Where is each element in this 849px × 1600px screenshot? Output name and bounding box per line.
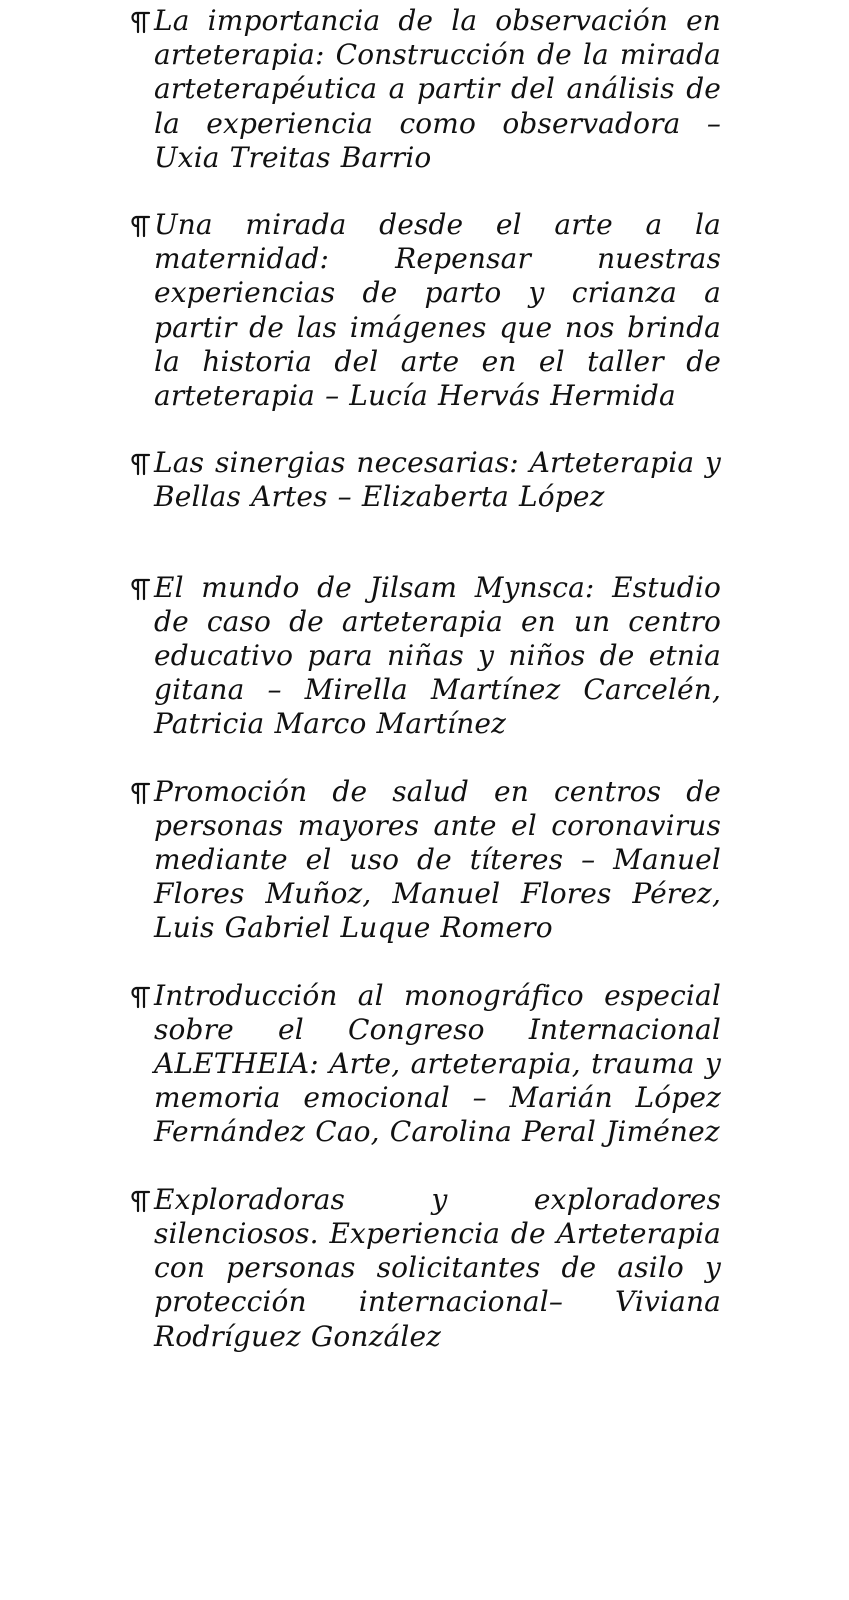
paragraph-sign-icon — [128, 214, 152, 238]
article-entry[interactable] — [128, 979, 721, 1150]
article-entry[interactable] — [128, 775, 721, 946]
article-title: El mundo de Jilsam Mynsca: Estudio de caso de arteterapia en un centro educativo para niñas y niños de etnia gitana – Mirella Martínez Carcelén, Patricia Marco Martínez — [154, 570, 721, 741]
article-entry[interactable] — [128, 208, 721, 413]
paragraph-sign-icon — [128, 985, 152, 1009]
article-title: Exploradoras y exploradores silenciosos. Experiencia de Arteterapia con personas solicitantes de asilo y protección internacional– Viviana Rodríguez González — [154, 1182, 721, 1353]
paragraph-sign-icon — [128, 10, 152, 34]
article-list — [128, 4, 721, 1388]
article-entry[interactable] — [128, 4, 721, 175]
paragraph-sign-icon — [128, 452, 152, 476]
article-entry[interactable] — [128, 446, 721, 514]
article-title: Promoción de salud en centros de personas mayores ante el coronavirus mediante el uso de títeres – Manuel Flores Muñoz, Manuel Flores Pérez, Luis Gabriel Luque Romero — [154, 774, 721, 945]
article-title: Introducción al monográfico especial sobre el Congreso Internacional ALETHEIA: Arte, arteterapia, trauma y memoria emocional – Marián López Fernández Cao, Carolina Peral Jiménez — [154, 978, 721, 1149]
article-entry[interactable] — [128, 571, 721, 742]
article-title: Las sinergias necesarias: Arteterapia y Bellas Artes – Elizaberta López — [154, 446, 721, 514]
paragraph-sign-icon — [128, 1189, 152, 1213]
paragraph-sign-icon — [128, 781, 152, 805]
paragraph-sign-icon — [128, 577, 152, 601]
article-title: Una mirada desde el arte a la maternidad: Repensar nuestras experiencias de parto y crianza a partir de las imágenes que nos brinda la historia del arte en el taller de arteterapia – Lucía Hervás Hermida — [154, 208, 721, 413]
article-title: La importancia de la observación en arteterapia: Construcción de la mirada arteterapéutica a partir del análisis de la experiencia como observadora – Uxia Treitas Barrio — [154, 4, 721, 174]
article-entry[interactable] — [128, 1183, 721, 1354]
